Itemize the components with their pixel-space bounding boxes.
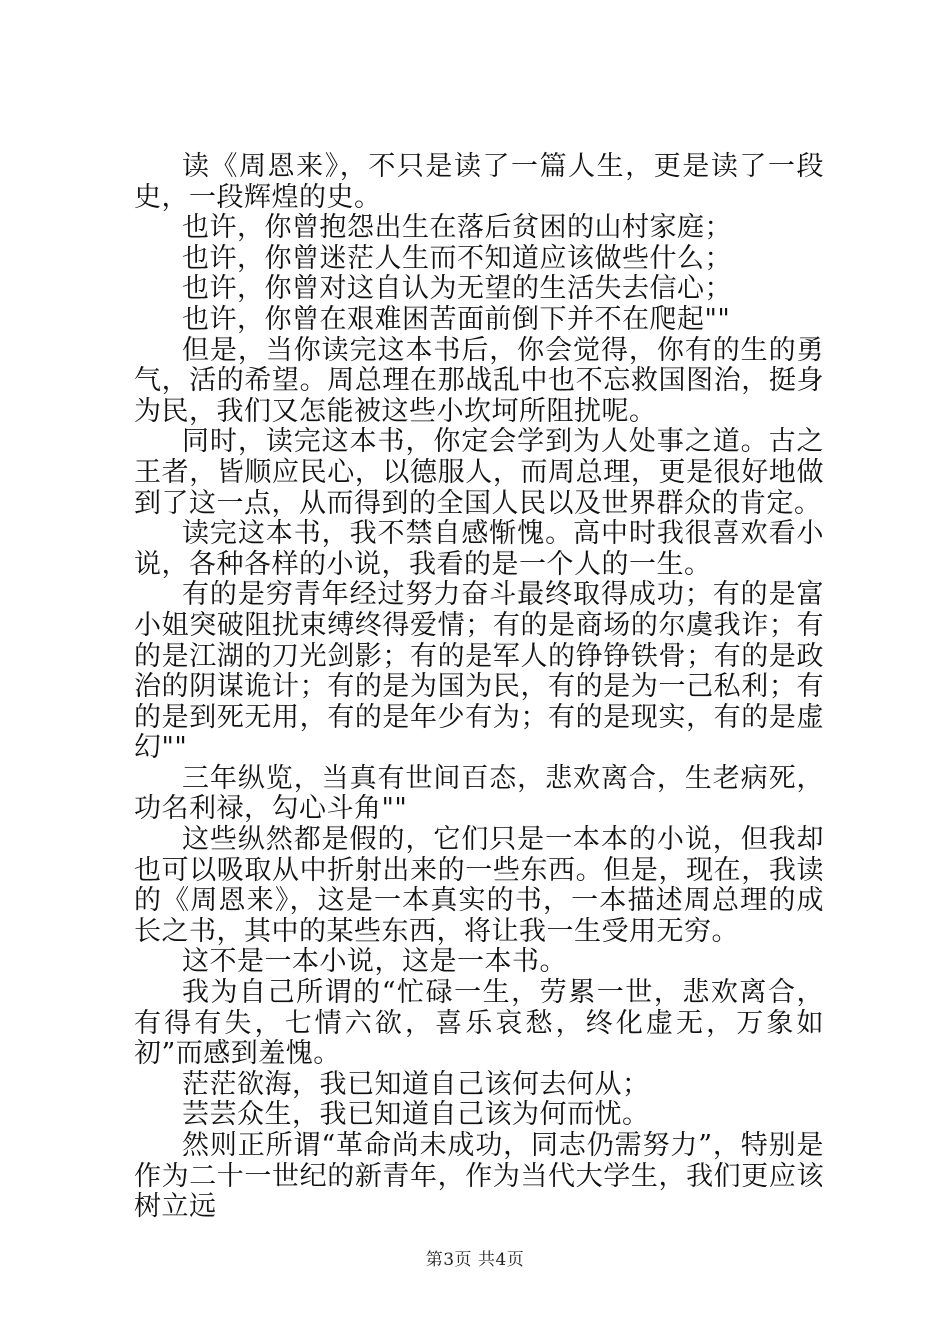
paragraph: 也许，你曾对这自认为无望的生活失去信心；	[182, 273, 732, 305]
body-text	[134, 152, 824, 1223]
paragraph: 我为自己所谓的“忙碌一生，劳累一世，悲欢离合，有得有失，七情六欲，喜乐哀愁，终化虚无，万象如初”而感到羞愧。	[134, 977, 824, 1070]
paragraph: 这不是一本小说，这是一本书。	[182, 946, 567, 978]
paragraph: 有的是穷青年经过努力奋斗最终取得成功；有的是富小姐突破阻扰束缚终得爱情；有的是商场的尔虞我诈；有的是江湖的刀光剑影；有的是军人的铮铮铁骨；有的是政治的阴谋诡计；有的是为国为民，有的是为一己私利；有的是到死无用，有的是年少有为；有的是现实，有的是虚幻""	[134, 579, 824, 764]
paragraph: 这些纵然都是假的，它们只是一本本的小说，但我却也可以吸取从中折射出来的一些东西。但是，现在，我读的《周恩来》，这是一本真实的书，一本描述周总理的成长之书，其中的某些东西，将让我一生受用无穷。	[134, 824, 824, 947]
paragraph: 读《周恩来》，不只是读了一篇人生，更是读了一段史，一段辉煌的史。	[134, 151, 824, 213]
paragraph: 茫茫欲海，我已知道自己该何去何从；	[182, 1068, 650, 1100]
paragraph: 然则正所谓“革命尚未成功，同志仍需努力”，特别是作为二十一世纪的新青年，作为当代大学生，我们更应该树立远	[134, 1130, 824, 1223]
paragraph: 三年纵览，当真有世间百态，悲欢离合，生老病死，功名利禄，勾心斗角""	[134, 762, 824, 825]
paragraph: 同时，读完这本书，你定会学到为人处事之道。古之王者，皆顺应民心，以德服人，而周总理，更是很好地做到了这一点，从而得到的全国人民以及世界群众的肯定。	[134, 426, 824, 519]
paragraph: 读完这本书，我不禁自感惭愧。高中时我很喜欢看小说，各种各样的小说，我看的是一个人的一生。	[134, 518, 824, 580]
paragraph: 也许，你曾在艰难困苦面前倒下并不在爬起""	[182, 303, 731, 335]
paragraph: 也许，你曾迷茫人生而不知道应该做些什么；	[182, 242, 732, 274]
paragraph: 也许，你曾抱怨出生在落后贫困的山村家庭；	[182, 212, 732, 244]
page-footer: 第3页 共4页	[425, 1250, 525, 1270]
paragraph: 芸芸众生，我已知道自己该为何而忧。	[182, 1099, 650, 1131]
paragraph: 但是，当你读完这本书后，你会觉得，你有的生的勇气，活的希望。周总理在那战乱中也不忘救国图治，挺身为民，我们又怎能被这些小坎坷所阻扰呢。	[134, 334, 824, 427]
